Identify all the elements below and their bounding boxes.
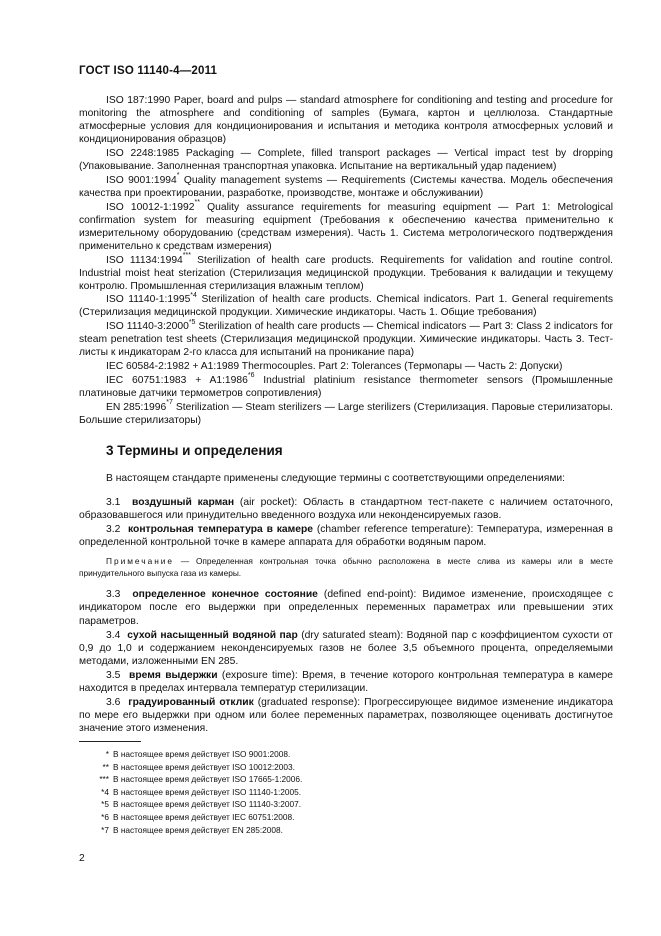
footnote: *7 В настоящее время действует EN 285:2008. <box>79 824 479 837</box>
term-name: время выдержки <box>129 669 218 681</box>
definition-item: 3.6 градуированный отклик (graduated response): Прогрессирующее видимое изменение индикатора по мере его выдержки при одном или более переменных параметрах, позволяющее оценивать достигнутое значение этого изменения. <box>79 697 614 735</box>
footnote-mark: *5 <box>188 318 196 326</box>
normative-references <box>79 94 613 427</box>
footnote-mark: *** <box>182 252 191 260</box>
term-name: сухой насыщенный водяной пар <box>127 629 298 641</box>
footnote-mark: *6 <box>247 372 255 380</box>
footnote-mark: *4 <box>190 291 197 299</box>
definition-item: 3.5 время выдержки (exposure time): Время, в течение которого контрольная температура в камере находится в пределах интервала температур стерилизации. <box>79 669 614 695</box>
footnote: * В настоящее время действует ISO 9001:2008. <box>79 748 479 761</box>
footnote-mark: *4 <box>101 786 109 797</box>
term-name: воздушный карман <box>132 497 235 508</box>
definition-item: 3.2 контрольная температура в камере (chamber reference temperature): Температура, измеренная в определенной контрольной точке в камере аппарата для обработки водяным паром. <box>79 524 613 549</box>
section-title: 3 Термины и определения <box>106 443 283 458</box>
footnote-mark: ** <box>102 761 109 772</box>
footnote: *5 В настоящее время действует ISO 11140-3:2007. <box>79 798 479 811</box>
section-intro: В настоящем стандарте применены следующие термины с соответствующими определениями: <box>106 473 566 484</box>
reference-item: ISO 10012-1:1992** Quality assurance requirements for measuring equipment — Part 1: Metrological confirmation system for measuring equipment (Требования к обеспечению качества применительно к измерительному оборудованию (средствам измерения). Часть 1. Система метрологического подтверждения применительно к средствам измерения) <box>79 199 614 252</box>
footnote: ** В настоящее время действует ISO 10012:2003. <box>79 761 479 774</box>
footnote-mark: *5 <box>101 799 109 810</box>
term-name: градуированный отклик <box>128 697 254 709</box>
term-name: контрольная температура в камере <box>128 524 313 536</box>
term-name: определенное конечное состояние <box>132 589 318 601</box>
page-number: 2 <box>79 853 85 864</box>
reference-item: ISO 9001:1994* Quality management systems — Requirements (Системы качества. Модель обеспечения качества при проектировании, разработке, производстве, монтаже и обслуживании) <box>79 172 613 199</box>
footnote: *4 В настоящее время действует ISO 11140-1:2005. <box>79 786 479 799</box>
footnote-mark: ** <box>194 199 200 207</box>
reference-item: EN 285:1996$^{*7}$ Sterilization — Steam sterilizers — Large sterilizers (Стерилизация. Паровые стерилизаторы. Большие стерилизаторы) <box>79 399 613 426</box>
definition-item: 3.3 определенное конечное состояние (defined end-point): Видимое изменение, происходящее с индикатором после его выдержки при определенных переменных параметрах или превышении этих параметров. <box>79 589 613 627</box>
reference-item: IEC 60584-2:1982 + A1:1989 Thermocouples. Part 2: Tolerances (Термопары — Часть 2: Допуски) <box>106 361 563 373</box>
footnote-mark: * <box>176 172 180 180</box>
reference-item: ISO 11134:1994*** Sterilization of health care products. Requirements for validation and routine control. Industrial moist heat sterization (Стерилизация медицинской продукции. Требования к валидации и текущему контролю. Промышленная стерилизация влажным теплом) <box>79 252 613 292</box>
page-header: ГОСТ ISO 11140-4—2011 <box>79 65 218 77</box>
note-label: Примечание <box>106 556 175 567</box>
reference-item: IEC 60751:1983 + $A1:1986^{*6}$ Industrial platinium resistance thermometer sensors (Промышленные платиновые датчики термометров сопротивления) <box>79 372 613 399</box>
note: Примечание — Определенная контрольная точка обычно расположена в месте слива из камеры или в месте принудительного выпуска газа из камеры. <box>79 556 613 578</box>
footnotes <box>79 748 479 836</box>
reference-item: ISO 11140-3:2000$^{*5}$ Sterilization of health care products — Chemical indicators — Part 3: Class 2 indicators for steam penetration test sheets (Стерилизация медицинской продукции. Химические индикаторы. Часть 3. Тест-листы к индикаторам 2-го класса для испытаний на проникание пара) <box>79 318 613 359</box>
footnote-mark: *** <box>99 774 109 785</box>
footnote-mark: *6 <box>101 811 109 822</box>
definitions-list <box>79 496 613 736</box>
footnote-mark: *7 <box>101 824 109 835</box>
footnote: *6 В настоящее время действует IEC 60751:2008. <box>79 811 479 824</box>
footnote-mark: * <box>105 749 109 759</box>
reference-item: ISO 2248:1985 Packaging — Complete, filled transport packages — Vertical impact test by dropping (Упаковывание. Заполненная транспортная упаковка. Испытание на вертикальный удар падением) <box>79 147 613 173</box>
footnote-mark: *7 <box>166 399 173 407</box>
reference-item: ISO 187:1990 Paper, board and pulps — standard atmosphere for conditioning and testing and procedure for monitoring the atmosphere and conditioning of samples (Бумага, картон и целлюлоза. Стандартные атмосферные условия для кондиционирования и испытания и методика контроля атмосферных условий и кондиционирования образцов) <box>79 95 613 146</box>
reference-item: ISO 11140-1:1995$^{*4}$ Sterilization of health care products. Chemical indicators. Part 1. General requirements (Стерилизация медицинской продукции. Химические индикаторы. Часть 1. Общие требования) <box>79 291 613 319</box>
definition-item: 3.4 сухой насыщенный водяной пар (dry saturated steam): Водяной пар с коэффициентом сухости от 0,9 до 1,0 и содержанием неконденсируемых газов не более 3,5 объемного процента, определяемыми методами, изложенными EN 285. <box>79 629 613 667</box>
definition-item: 3.1 воздушный карман (air pocket): Область в стандартном тест-пакете с наличием остаточного, образовавшегося или принудительно введенного воздуха или неконденсируемых газов. <box>79 497 613 522</box>
footnote-divider <box>79 741 141 742</box>
footnote: *** В настоящее время действует ISO 17665-1:2006. <box>79 773 479 786</box>
